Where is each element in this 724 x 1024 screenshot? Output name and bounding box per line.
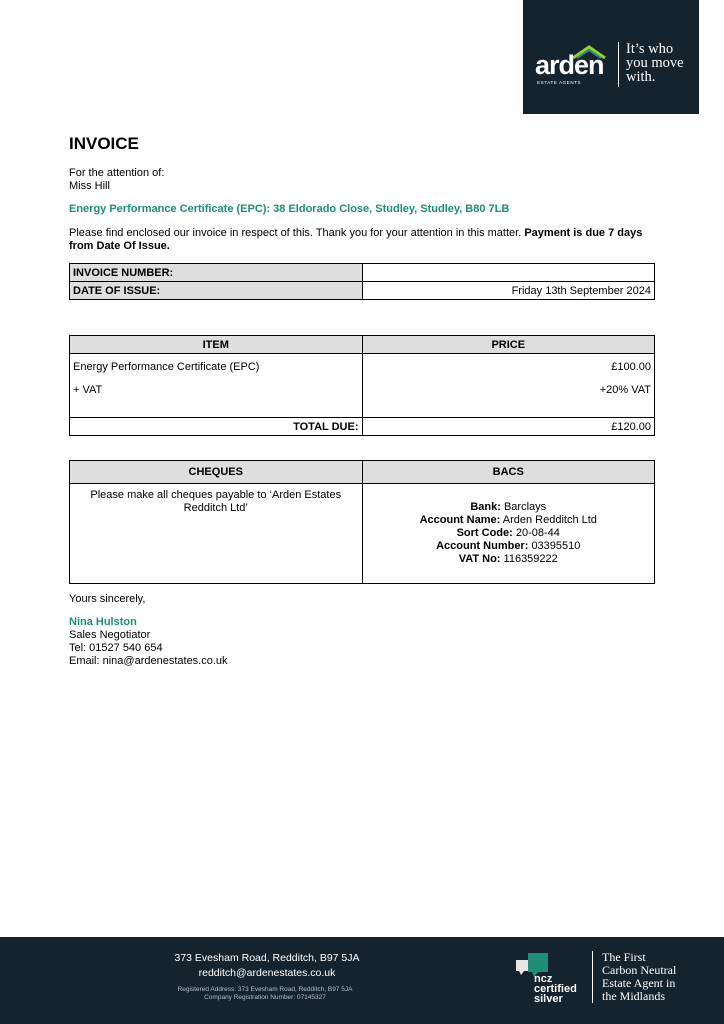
intro-paragraph: [69, 227, 655, 253]
table-row: [70, 264, 655, 282]
bacs-label: Account Name:: [419, 514, 501, 526]
page-title: INVOICE: [69, 134, 139, 153]
brand-wordmark: arden: [535, 50, 604, 80]
bacs-value: Barclays: [503, 501, 547, 513]
tagline-line: the Midlands: [602, 989, 665, 1003]
total-row: [70, 418, 655, 436]
bacs-value: 116359222: [503, 553, 558, 565]
bacs-line: [366, 553, 652, 566]
bacs-label: Sort Code:: [456, 527, 513, 539]
total-due-value: £120.00: [362, 418, 655, 436]
tagline-line: with.: [626, 69, 656, 85]
footer-address: 373 Evesham Road, Redditch, B97 5JA: [174, 952, 360, 964]
item-name: + VAT: [73, 384, 103, 396]
bacs-header: BACS: [362, 461, 655, 484]
signatory-email: Email: nina@ardenestates.co.uk: [69, 655, 228, 667]
date-of-issue-value: Friday 13th September 2024: [363, 282, 655, 300]
bacs-line: [366, 514, 652, 527]
table-row: [70, 354, 655, 418]
bacs-label: Account Number:: [436, 540, 529, 552]
price-column-header: PRICE: [362, 336, 655, 354]
footer-email: redditch@ardenestates.co.uk: [198, 967, 336, 979]
invoice-number-value: [363, 264, 655, 282]
item-column-header: ITEM: [70, 336, 363, 354]
item-price: +20% VAT: [599, 384, 651, 396]
recipient-name: Miss Hill: [69, 180, 110, 192]
item-price: £100.00: [611, 361, 651, 373]
brand-subtitle: ESTATE AGENTS: [537, 80, 582, 85]
bacs-value: 03395510: [531, 540, 581, 552]
brand-logo-block: [523, 0, 699, 114]
invoice-subject: Energy Performance Certificate (EPC): 38 Eldorado Close, Studley, Studley, B80 7LB: [69, 203, 510, 215]
payment-terms: Payment is due 7 days from Date Of Issue.: [69, 227, 643, 252]
item-name: Energy Performance Certificate (EPC): [73, 361, 260, 373]
carbon-neutral-tagline: [602, 951, 676, 1003]
invoice-number-label: INVOICE NUMBER:: [70, 264, 363, 282]
bacs-line: [366, 501, 652, 514]
brand-tagline: [626, 42, 684, 84]
closing-text: Yours sincerely,: [69, 593, 146, 605]
tagline-line: The First: [602, 950, 646, 964]
ncz-badge: [534, 974, 577, 1004]
payment-methods-table: [69, 460, 655, 584]
ncz-line: ncz: [534, 973, 553, 985]
registered-address: Registered Address: 373 Evesham Road, Redditch, B97 5JA: [177, 986, 353, 993]
bacs-label: Bank:: [470, 501, 501, 513]
table-row: [70, 282, 655, 300]
table-header-row: [70, 336, 655, 354]
bacs-value: 20-08-44: [515, 527, 560, 539]
ncz-line: certified: [534, 983, 577, 995]
invoice-meta-table: [69, 263, 655, 300]
footer-divider: [592, 951, 593, 1003]
table-header-row: [70, 461, 655, 484]
tagline-line: Carbon Neutral: [602, 963, 677, 977]
attention-label: For the attention of:: [69, 167, 165, 179]
bacs-value: Arden Redditch Ltd: [502, 514, 597, 526]
ncz-line: silver: [534, 993, 563, 1005]
tagline-line: Estate Agent in: [602, 976, 676, 990]
bacs-line: [366, 540, 652, 553]
cheques-text: Please make all cheques payable to ‘Arden Estates Redditch Ltd’: [90, 489, 342, 514]
company-number: Company Registration Number: 07145327: [204, 994, 326, 1001]
date-of-issue-label: DATE OF ISSUE:: [70, 282, 363, 300]
cheques-header: CHEQUES: [70, 461, 363, 484]
tagline-line: you move: [626, 55, 684, 71]
items-table: [69, 335, 655, 436]
intro-text: Please find enclosed our invoice in respect of this. Thank you for your attention in this matter.: [69, 227, 522, 239]
prices-cell: [362, 354, 655, 418]
tagline-line: It’s who: [626, 41, 674, 57]
bacs-details: [362, 484, 655, 584]
logo-divider: [618, 42, 619, 87]
table-row: [70, 484, 655, 584]
signatory-phone: Tel: 01527 540 654: [69, 642, 163, 654]
page-footer: [0, 937, 724, 1024]
bacs-line: [366, 527, 652, 540]
signatory-name: Nina Hulston: [69, 616, 137, 628]
signatory-role: Sales Negotiator: [69, 629, 151, 641]
items-cell: [70, 354, 363, 418]
bacs-label: VAT No:: [458, 553, 501, 565]
cheques-instructions: [70, 484, 363, 584]
total-due-label: TOTAL DUE:: [70, 418, 363, 436]
